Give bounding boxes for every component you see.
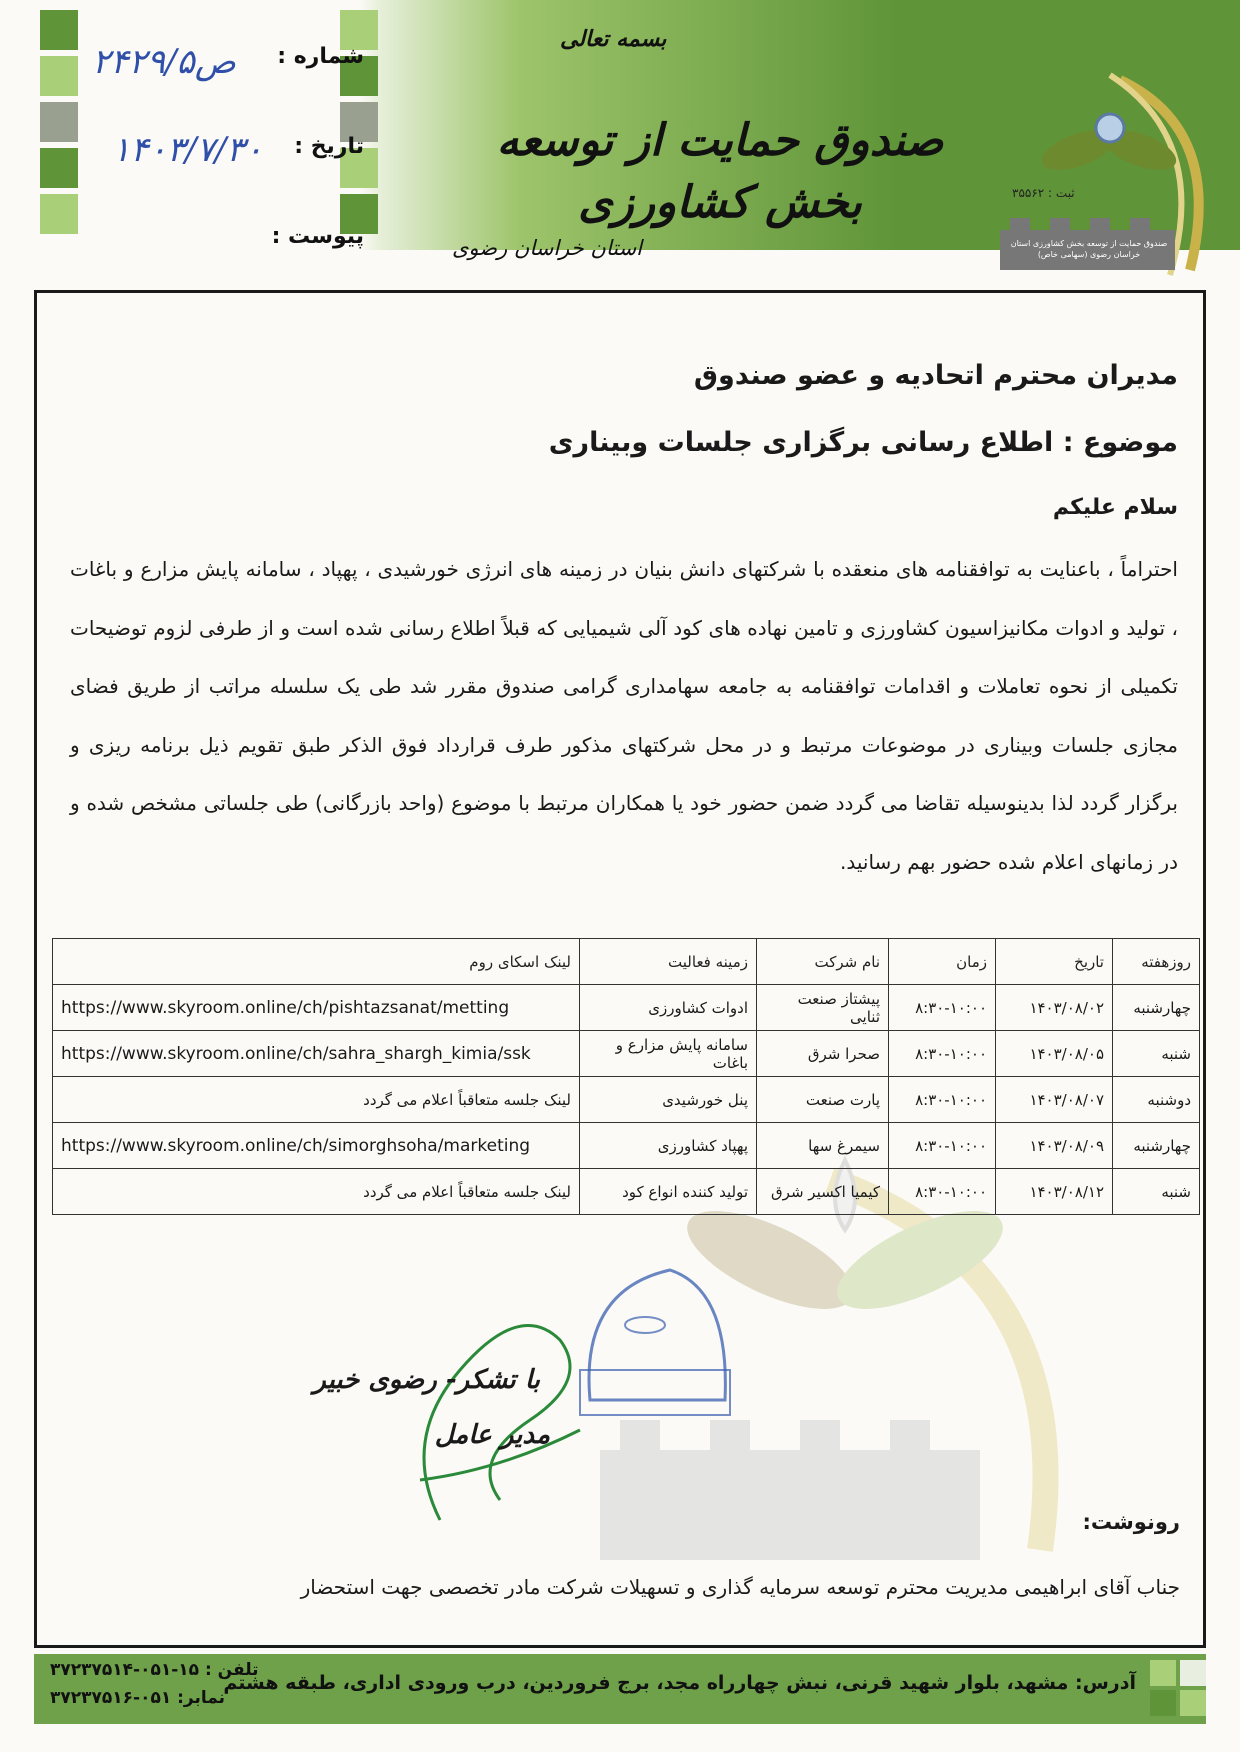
signature-line1: با تشکر- رضوی خبیر [313,1365,540,1395]
table-header-row [53,939,1200,985]
cell-link[interactable]: https://www.skyroom.online/ch/sahra_shargh_kimia/ssk [53,1031,580,1077]
col-time: زمان [889,939,996,985]
cell-company: پارت صنعت [757,1077,889,1123]
decorative-squares-left [40,10,80,250]
cell-time: ۸:۳۰-۱۰:۰۰ [889,1169,996,1215]
cell-day: چهارشنبه [1113,1123,1200,1169]
cell-date: ۱۴۰۳/۰۸/۰۵ [996,1031,1113,1077]
attachment-label: پیوست : [271,224,364,249]
cell-time: ۸:۳۰-۱۰:۰۰ [889,1123,996,1169]
cell-field: ادوات کشاورزی [580,985,757,1031]
col-day: روزهفته [1113,939,1200,985]
basmala: بسمه تعالی [560,26,667,52]
cell-day: شنبه [1113,1169,1200,1215]
cell-day: دوشنبه [1113,1077,1200,1123]
number-label: شماره : [277,44,364,69]
cell-link[interactable]: https://www.skyroom.online/ch/simorghsoha/marketing [53,1123,580,1169]
cell-field: پنل خورشیدی [580,1077,757,1123]
cell-company: کیمیا اکسیر شرق [757,1169,889,1215]
date-value: ۱۴۰۳/۷/۳۰ [112,130,263,170]
col-date: تاریخ [996,939,1113,985]
table-row [53,1169,1200,1215]
cell-date: ۱۴۰۳/۰۸/۰۹ [996,1123,1113,1169]
table-row [53,1123,1200,1169]
number-value: ۲۴۲۹/ص۵ [92,42,236,82]
table-row [53,1031,1200,1077]
cell-time: ۸:۳۰-۱۰:۰۰ [889,1077,996,1123]
org-title: صندوق حمایت از توسعه بخش کشاورزی [496,115,944,228]
col-field: زمینه فعالیت [580,939,757,985]
cell-link-pending: لینک جلسه متعاقباً اعلام می گردد [53,1077,580,1123]
footer-decorative-squares [1150,1660,1210,1720]
cc-label: رونوشت: [1082,1510,1180,1534]
cell-field: سامانه پایش مزارع و باغات [580,1031,757,1077]
cell-date: ۱۴۰۳/۰۸/۰۲ [996,985,1113,1031]
cell-company: صحرا شرق [757,1031,889,1077]
subject: موضوع : اطلاع رسانی برگزاری جلسات وبیناری [548,427,1178,458]
table-row [53,1077,1200,1123]
cell-day: شنبه [1113,1031,1200,1077]
cell-date: ۱۴۰۳/۰۸/۰۷ [996,1077,1113,1123]
org-logo: ثبت : ۳۵۵۶۲ صندوق حمایت از توسعه بخش کشاورزی استان خراسان رضوی (سهامی خاص) [1000,70,1230,290]
date-label: تاریخ : [294,134,364,159]
cell-time: ۸:۳۰-۱۰:۰۰ [889,985,996,1031]
handwritten-signature [380,1280,610,1530]
footer-fax: نمابر: ۰۵۱-۳۷۲۳۷۵۱۶ [50,1688,226,1708]
org-province: استان خراسان رضوی [452,236,643,260]
cell-company: سیمرغ سها [757,1123,889,1169]
cell-day: چهارشنبه [1113,985,1200,1031]
letterhead [0,0,1240,260]
cell-link[interactable]: https://www.skyroom.online/ch/pishtazsanat/metting [53,985,580,1031]
table-row [53,985,1200,1031]
cell-link-pending: لینک جلسه متعاقباً اعلام می گردد [53,1169,580,1215]
webinar-schedule-table [52,938,1200,1215]
footer-phone: تلفن : ۱۵-۰۵۱-۳۷۲۳۷۵۱۴ [50,1660,259,1680]
footer-address: آدرس: مشهد، بلوار شهید قرنی، نبش چهارراه مجد، برج فروردین، درب ورودی اداری، طبقه هشتم [223,1672,1136,1694]
cell-date: ۱۴۰۳/۰۸/۱۲ [996,1169,1113,1215]
cell-company: پیشتاز صنعت ثنایی [757,985,889,1031]
col-company: نام شرکت [757,939,889,985]
col-link: لینک اسکای روم [53,939,580,985]
addressee: مدیران محترم اتحادیه و عضو صندوق [693,360,1178,391]
greeting: سلام علیکم [1052,495,1178,520]
letter-body: احتراماً ، باعنایت به توافقنامه های منعقده با شرکتهای دانش بنیان در زمینه های انرژی خورشیدی ، پهپاد ، سامانه پایش مزارع و باغات ، تولید و ادوات مکانیزاسیون کشاورزی و تامین نهاده های کود آلی شیمیایی که قبلاً اطلاع رسانی شده است و از طرفی لزوم توضیحات تکمیلی از نحوه تعاملات و اقدامات توافقنامه به جامعه سهامداری گرامی صندوق مقرر شد طی یک سلسله مراتب از طریق فضای مجازی جلسات وبیناری در موضوعات مرتبط و در محل شرکتهای مذکور طرف قرارداد فوق الذکر طبق تقویم ذیل برنامه ریزی و برگزار گردد لذا بدینوسیله تقاضا می گردد ضمن حضور خود یا همکاران مرتبط با موضوع (واحد بازرگانی) طی جلساتی مشخص شده و در زمانهای اعلام شده حضور بهم رسانید. [70,557,1178,874]
cell-field: پهپاد کشاورزی [580,1123,757,1169]
cell-field: تولید کننده انواع کود [580,1169,757,1215]
signature-line2: مدیر عامل [434,1420,550,1450]
cc-line: جناب آقای ابراهیمی مدیریت محترم توسعه سرمایه گذاری و تسهیلات شرکت مادر تخصصی جهت استحضار [300,1575,1180,1599]
cell-time: ۸:۳۰-۱۰:۰۰ [889,1031,996,1077]
